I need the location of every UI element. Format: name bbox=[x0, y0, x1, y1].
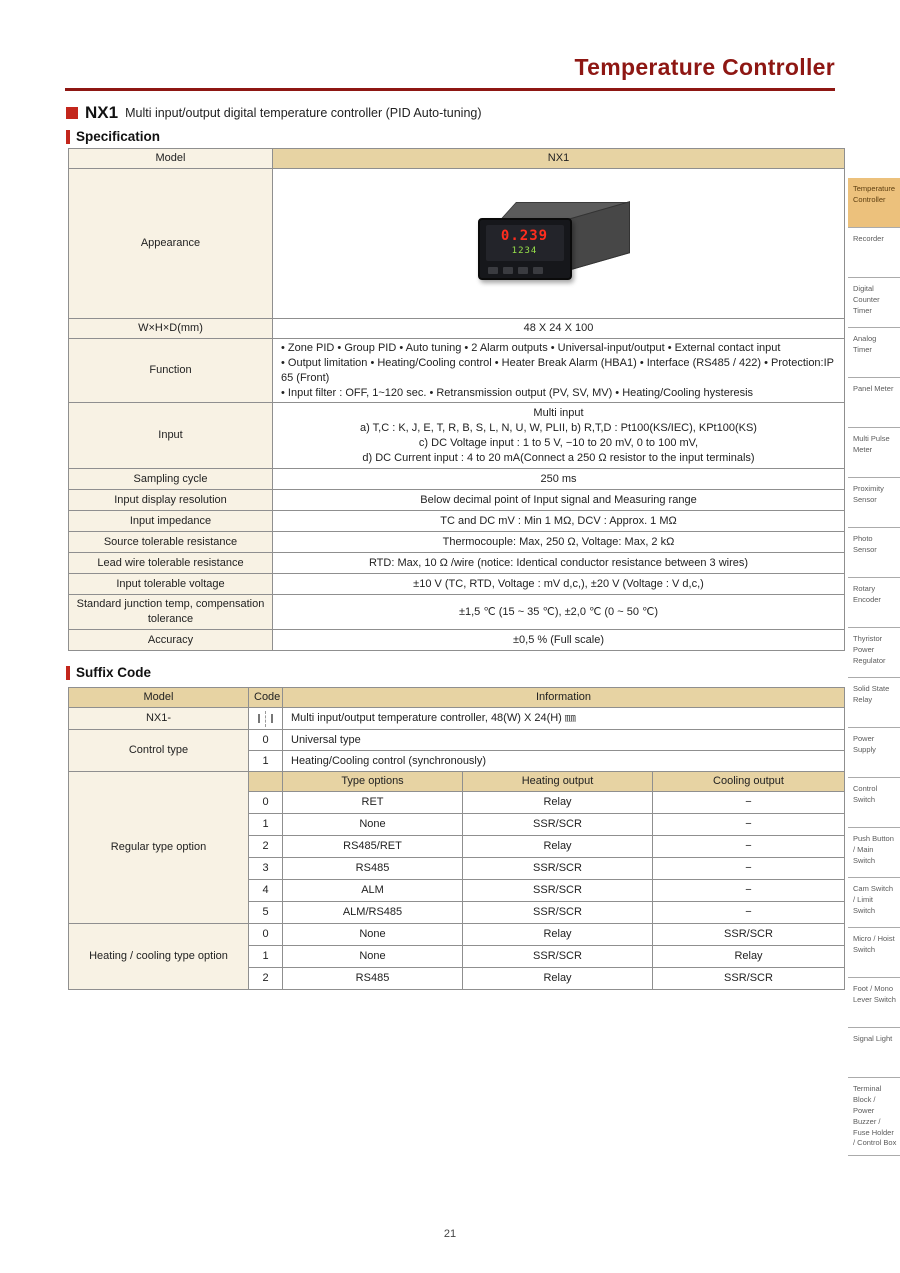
spec-row bbox=[69, 532, 845, 553]
red-square-bullet-icon bbox=[66, 107, 78, 119]
suffix-model-cell: NX1- bbox=[69, 708, 249, 730]
sidebar-item-thyristor-power-regulator[interactable]: Thyristor Power Regulator bbox=[848, 628, 900, 678]
page-number: 21 bbox=[443, 1228, 457, 1240]
spec-row bbox=[69, 490, 845, 511]
spec-header-model: Model bbox=[69, 149, 273, 169]
suffix-header-row bbox=[69, 688, 845, 708]
product-model: NX1 bbox=[85, 103, 119, 122]
title-rule bbox=[65, 88, 835, 91]
spec-row-value: ±10 V (TC, RTD, Voltage : mV d,c,), ±20 V (Voltage : V d,c,) bbox=[273, 574, 845, 595]
spec-row bbox=[69, 630, 845, 651]
sidebar-item-power-supply[interactable]: Power Supply bbox=[848, 728, 900, 778]
spec-header-value: NX1 bbox=[273, 149, 845, 169]
spec-row bbox=[69, 595, 845, 630]
code-checkbox bbox=[258, 714, 260, 723]
option-code: 3 bbox=[249, 857, 283, 879]
input-line: d) DC Current input : 4 to 20 mA(Connect a 250 Ω resistor to the input terminals) bbox=[362, 451, 755, 464]
sidebar-item-digital-counter-timer[interactable]: Digital Counter Timer bbox=[848, 278, 900, 328]
spec-row-function bbox=[69, 339, 845, 403]
spec-row-value: TC and DC mV : Min 1 MΩ, DCV : Approx. 1 MΩ bbox=[273, 511, 845, 532]
option-type: RS485 bbox=[283, 857, 463, 879]
spec-value-function bbox=[273, 339, 845, 403]
sidebar-item-terminal-block-etc[interactable]: Terminal Block / Power Buzzer / Fuse Holder / Control Box bbox=[848, 1078, 900, 1156]
suffix-model-info: Multi input/output temperature controller, 48(W) X 24(H) ㎜ bbox=[283, 708, 845, 730]
spec-value-dimensions: 48 X 24 X 100 bbox=[273, 319, 845, 339]
heating-cooling-option-row bbox=[69, 923, 845, 945]
control-type-info: Universal type bbox=[283, 730, 845, 751]
product-heading bbox=[66, 103, 482, 123]
option-cooling: Relay bbox=[653, 945, 845, 967]
option-cooling: SSR/SCR bbox=[653, 923, 845, 945]
spec-row-label: Input display resolution bbox=[69, 490, 273, 511]
code-checkbox bbox=[271, 714, 273, 723]
spec-row bbox=[69, 574, 845, 595]
option-cooling: − bbox=[653, 857, 845, 879]
control-type-info: Heating/Cooling control (synchronously) bbox=[283, 751, 845, 772]
product-photo bbox=[464, 192, 654, 296]
option-heating: Relay bbox=[463, 791, 653, 813]
option-heating: Relay bbox=[463, 967, 653, 989]
device-buttons bbox=[488, 267, 543, 274]
spec-row-value: Below decimal point of Input signal and Measuring range bbox=[273, 490, 845, 511]
sidebar-item-micro-hoist-switch[interactable]: Micro / Hoist Switch bbox=[848, 928, 900, 978]
option-type: RET bbox=[283, 791, 463, 813]
suffix-code-checkboxes bbox=[249, 708, 283, 730]
suffix-model-row bbox=[69, 708, 845, 730]
suffix-header-information: Information bbox=[283, 688, 845, 708]
control-type-label: Control type bbox=[69, 730, 249, 772]
option-code: 4 bbox=[249, 879, 283, 901]
spec-row-value: ±1,5 ℃ (15 ~ 35 ℃), ±2,0 ℃ (0 ~ 50 ℃) bbox=[273, 595, 845, 630]
option-subheader-row bbox=[69, 772, 845, 792]
spec-row-label: Input impedance bbox=[69, 511, 273, 532]
spec-row-label: Sampling cycle bbox=[69, 469, 273, 490]
spec-label-appearance: Appearance bbox=[69, 169, 273, 319]
page-title: Temperature Controller bbox=[574, 54, 835, 80]
option-type: None bbox=[283, 945, 463, 967]
option-type: ALM/RS485 bbox=[283, 901, 463, 923]
sidebar-item-control-switch[interactable]: Control Switch bbox=[848, 778, 900, 828]
sidebar-item-recorder[interactable]: Recorder bbox=[848, 228, 900, 278]
control-type-row bbox=[69, 730, 845, 751]
option-cooling: − bbox=[653, 835, 845, 857]
spec-row-dimensions bbox=[69, 319, 845, 339]
sidebar-item-foot-mono-lever-switch[interactable]: Foot / Mono Lever Switch bbox=[848, 978, 900, 1028]
red-bar-icon bbox=[66, 666, 70, 680]
spec-row-appearance bbox=[69, 169, 845, 319]
spec-row-label: Standard junction temp, compensation tolerance bbox=[69, 595, 273, 630]
sidebar-item-cam-switch-limit-switch[interactable]: Cam Switch / Limit Switch bbox=[848, 878, 900, 928]
option-type: RS485 bbox=[283, 967, 463, 989]
spec-label-function: Function bbox=[69, 339, 273, 403]
option-cooling: − bbox=[653, 813, 845, 835]
suffix-code-heading-label: Suffix Code bbox=[76, 665, 152, 680]
input-line: Multi input bbox=[533, 407, 584, 420]
category-sidebar bbox=[848, 178, 900, 1156]
device-display bbox=[486, 225, 564, 261]
option-heating: SSR/SCR bbox=[463, 879, 653, 901]
sidebar-item-proximity-sensor[interactable]: Proximity Sensor bbox=[848, 478, 900, 528]
function-line: • Output limitation • Heating/Cooling control • Heater Break Alarm (HBA1) • Interface (RS485 / 422) • Protection:IP 65 (Front) bbox=[281, 356, 834, 384]
option-heating: SSR/SCR bbox=[463, 945, 653, 967]
spec-row bbox=[69, 469, 845, 490]
spec-row-value: 250 ms bbox=[273, 469, 845, 490]
product-description: Multi input/output digital temperature controller (PID Auto-tuning) bbox=[125, 106, 482, 120]
input-line: c) DC Voltage input : 1 to 5 V, −10 to 20 mV, 0 to 100 mV, bbox=[418, 436, 699, 449]
option-code: 0 bbox=[249, 923, 283, 945]
sidebar-item-push-button-main-switch[interactable]: Push Button / Main Switch bbox=[848, 828, 900, 878]
option-cooling: − bbox=[653, 901, 845, 923]
suffix-code-heading bbox=[66, 665, 151, 680]
spec-row-value: Thermocouple: Max, 250 Ω, Voltage: Max, 2 kΩ bbox=[273, 532, 845, 553]
sidebar-item-temperature-controller[interactable]: Temperature Controller bbox=[848, 178, 900, 228]
option-heating: SSR/SCR bbox=[463, 813, 653, 835]
input-line: a) T,C : K, J, E, T, R, B, S, L, N, U, W, PLII, b) R,T,D : Pt100(KS/IEC), KPt100(KS) bbox=[360, 422, 757, 435]
spec-row-input bbox=[69, 403, 845, 469]
code-divider bbox=[265, 711, 266, 727]
sidebar-item-analog-timer[interactable]: Analog Timer bbox=[848, 328, 900, 378]
sidebar-item-solid-state-relay[interactable]: Solid State Relay bbox=[848, 678, 900, 728]
sidebar-item-multi-pulse-meter[interactable]: Multi Pulse Meter bbox=[848, 428, 900, 478]
device-front-panel bbox=[478, 218, 572, 280]
device-pv-readout: 0.239 bbox=[500, 227, 549, 244]
spec-row bbox=[69, 511, 845, 532]
sidebar-item-rotary-encoder[interactable]: Rotary Encoder bbox=[848, 578, 900, 628]
spec-label-dimensions: W×H×D(mm) bbox=[69, 319, 273, 339]
spec-row bbox=[69, 553, 845, 574]
option-subheader-cooling: Cooling output bbox=[653, 772, 845, 792]
sidebar-item-photo-sensor[interactable]: Photo Sensor bbox=[848, 528, 900, 578]
suffix-header-code: Code bbox=[249, 688, 283, 708]
suffix-code-table bbox=[68, 687, 845, 990]
option-cooling: − bbox=[653, 879, 845, 901]
option-subheader-heating: Heating output bbox=[463, 772, 653, 792]
control-type-code: 1 bbox=[249, 751, 283, 772]
spec-value-input bbox=[273, 403, 845, 469]
option-code: 1 bbox=[249, 945, 283, 967]
specification-heading bbox=[66, 129, 160, 144]
spec-appearance-cell bbox=[273, 169, 845, 319]
spec-label-input: Input bbox=[69, 403, 273, 469]
specification-heading-label: Specification bbox=[76, 129, 161, 144]
option-type: RS485/RET bbox=[283, 835, 463, 857]
option-code: 2 bbox=[249, 967, 283, 989]
spec-row-label: Accuracy bbox=[69, 630, 273, 651]
function-line: • Input filter : OFF, 1~120 sec. • Retransmission output (PV, SV, MV) • Heating/Cooling hysteresis bbox=[281, 386, 754, 399]
control-type-code: 0 bbox=[249, 730, 283, 751]
option-cooling: SSR/SCR bbox=[653, 967, 845, 989]
spec-header-row bbox=[69, 149, 845, 169]
function-line: • Zone PID • Group PID • Auto tuning • 2 Alarm outputs • Universal-input/output • External contact input bbox=[281, 342, 781, 354]
regular-type-option-label: Regular type option bbox=[69, 772, 249, 924]
specification-table bbox=[68, 148, 845, 651]
red-bar-icon bbox=[66, 130, 70, 144]
heating-cooling-option-label: Heating / cooling type option bbox=[69, 923, 249, 989]
option-code: 2 bbox=[249, 835, 283, 857]
option-type: None bbox=[283, 923, 463, 945]
option-code: 0 bbox=[249, 791, 283, 813]
sidebar-item-panel-meter[interactable]: Panel Meter bbox=[848, 378, 900, 428]
spec-row-label: Input tolerable voltage bbox=[69, 574, 273, 595]
option-cooling: − bbox=[653, 791, 845, 813]
device-sv-readout: 1234 bbox=[511, 246, 538, 257]
option-type: ALM bbox=[283, 879, 463, 901]
spec-row-label: Source tolerable resistance bbox=[69, 532, 273, 553]
spec-row-value: ±0,5 % (Full scale) bbox=[273, 630, 845, 651]
option-heating: SSR/SCR bbox=[463, 901, 653, 923]
option-subheader-blank bbox=[249, 772, 283, 792]
suffix-header-model: Model bbox=[69, 688, 249, 708]
option-code: 1 bbox=[249, 813, 283, 835]
option-heating: SSR/SCR bbox=[463, 857, 653, 879]
option-code: 5 bbox=[249, 901, 283, 923]
option-heating: Relay bbox=[463, 923, 653, 945]
option-type: None bbox=[283, 813, 463, 835]
option-heating: Relay bbox=[463, 835, 653, 857]
spec-row-label: Lead wire tolerable resistance bbox=[69, 553, 273, 574]
sidebar-item-signal-light[interactable]: Signal Light bbox=[848, 1028, 900, 1078]
spec-row-value: RTD: Max, 10 Ω /wire (notice: Identical conductor resistance between 3 wires) bbox=[273, 553, 845, 574]
option-subheader-type: Type options bbox=[283, 772, 463, 792]
